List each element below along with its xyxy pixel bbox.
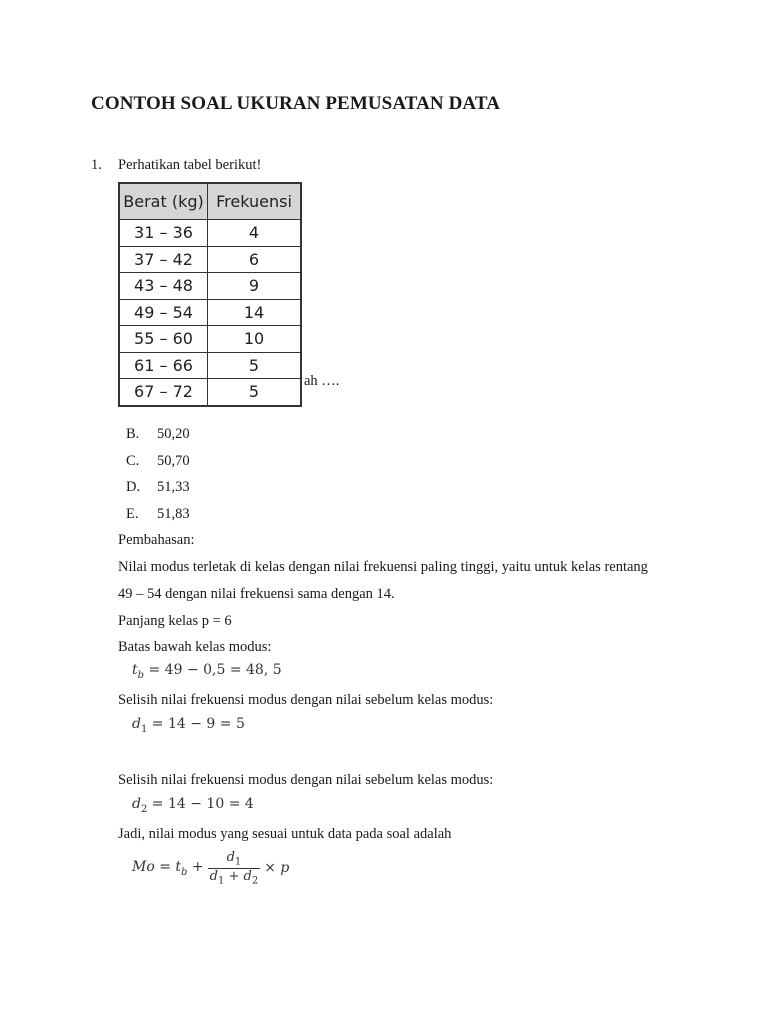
table-row — [119, 352, 301, 379]
question-text: Perhatikan tabel berikut! — [118, 157, 262, 173]
column-header-weight: Berat (kg) — [119, 183, 208, 220]
d2-equation: $d_2 = 14 - 10 = 4$ — [132, 796, 254, 815]
conclusion-text: Jadi, nilai modus yang sesuai untuk data pada soal adalah — [118, 826, 452, 842]
table-cell-weight: 43 – 48 — [119, 273, 208, 300]
question-partial-text: ah …. — [304, 373, 340, 389]
table-cell-frequency: 6 — [208, 246, 302, 273]
solution-line-1: Nilai modus terletak di kelas dengan nilai frekuensi paling tinggi, yaitu untuk kelas rentang — [118, 559, 648, 575]
frequency-table — [118, 182, 302, 407]
option-letter-e: E. — [126, 506, 139, 522]
d1-label: Selisih nilai frekuensi modus dengan nilai sebelum kelas modus: — [118, 692, 494, 708]
d2-equation-rhs: = 14 − 10 = 4 — [151, 796, 254, 812]
column-header-frequency: Frekuensi — [208, 183, 302, 220]
table-header-row — [119, 183, 301, 220]
d2-label: Selisih nilai frekuensi modus dengan nilai sebelum kelas modus: — [118, 772, 494, 788]
mode-formula-fraction: $\frac{d_1}{d_1 + d_2}$ — [209, 850, 259, 887]
d1-equation-rhs: = 14 − 9 = 5 — [151, 716, 245, 732]
table-row — [119, 220, 301, 247]
table-cell-frequency: 5 — [208, 379, 302, 406]
table-row — [119, 246, 301, 273]
table-cell-frequency: 14 — [208, 299, 302, 326]
table-cell-frequency: 10 — [208, 326, 302, 353]
option-letter-b: B. — [126, 426, 140, 442]
class-length-text: Panjang kelas p = 6 — [118, 613, 232, 629]
d1-equation: $d_1 = 14 - 9 = 5$ — [132, 716, 245, 735]
lower-bound-equation-rhs: = 49 − 0,5 = 48, 5 — [148, 662, 282, 678]
table-cell-weight: 67 – 72 — [119, 379, 208, 406]
solution-heading: Pembahasan: — [118, 532, 195, 548]
mode-formula: $Mo = t_b$ + $\frac{d_1}{d_1 + d_2}$ × p — [132, 850, 290, 887]
table-cell-weight: 55 – 60 — [119, 326, 208, 353]
table-cell-weight: 49 – 54 — [119, 299, 208, 326]
option-letter-d: D. — [126, 479, 141, 495]
table-row — [119, 273, 301, 300]
solution-line-2: 49 – 54 dengan nilai frekuensi sama dengan 14. — [118, 586, 395, 602]
table-cell-frequency: 5 — [208, 352, 302, 379]
question-number: 1. — [91, 157, 102, 173]
page-title: CONTOH SOAL UKURAN PEMUSATAN DATA — [91, 93, 501, 114]
option-value-b: 50,20 — [157, 426, 190, 442]
table-cell-weight: 61 – 66 — [119, 352, 208, 379]
table-cell-frequency: 9 — [208, 273, 302, 300]
option-value-c: 50,70 — [157, 453, 190, 469]
table-cell-frequency: 4 — [208, 220, 302, 247]
table-row — [119, 379, 301, 406]
option-letter-c: C. — [126, 453, 140, 469]
table-row — [119, 326, 301, 353]
option-value-e: 51,83 — [157, 506, 190, 522]
table-cell-weight: 31 – 36 — [119, 220, 208, 247]
lower-bound-label: Batas bawah kelas modus: — [118, 639, 272, 655]
table-cell-weight: 37 – 42 — [119, 246, 208, 273]
option-value-d: 51,33 — [157, 479, 190, 495]
table-row — [119, 299, 301, 326]
lower-bound-equation: $t_b = 49 - 0,5 = 48$, 5 — [132, 662, 282, 681]
